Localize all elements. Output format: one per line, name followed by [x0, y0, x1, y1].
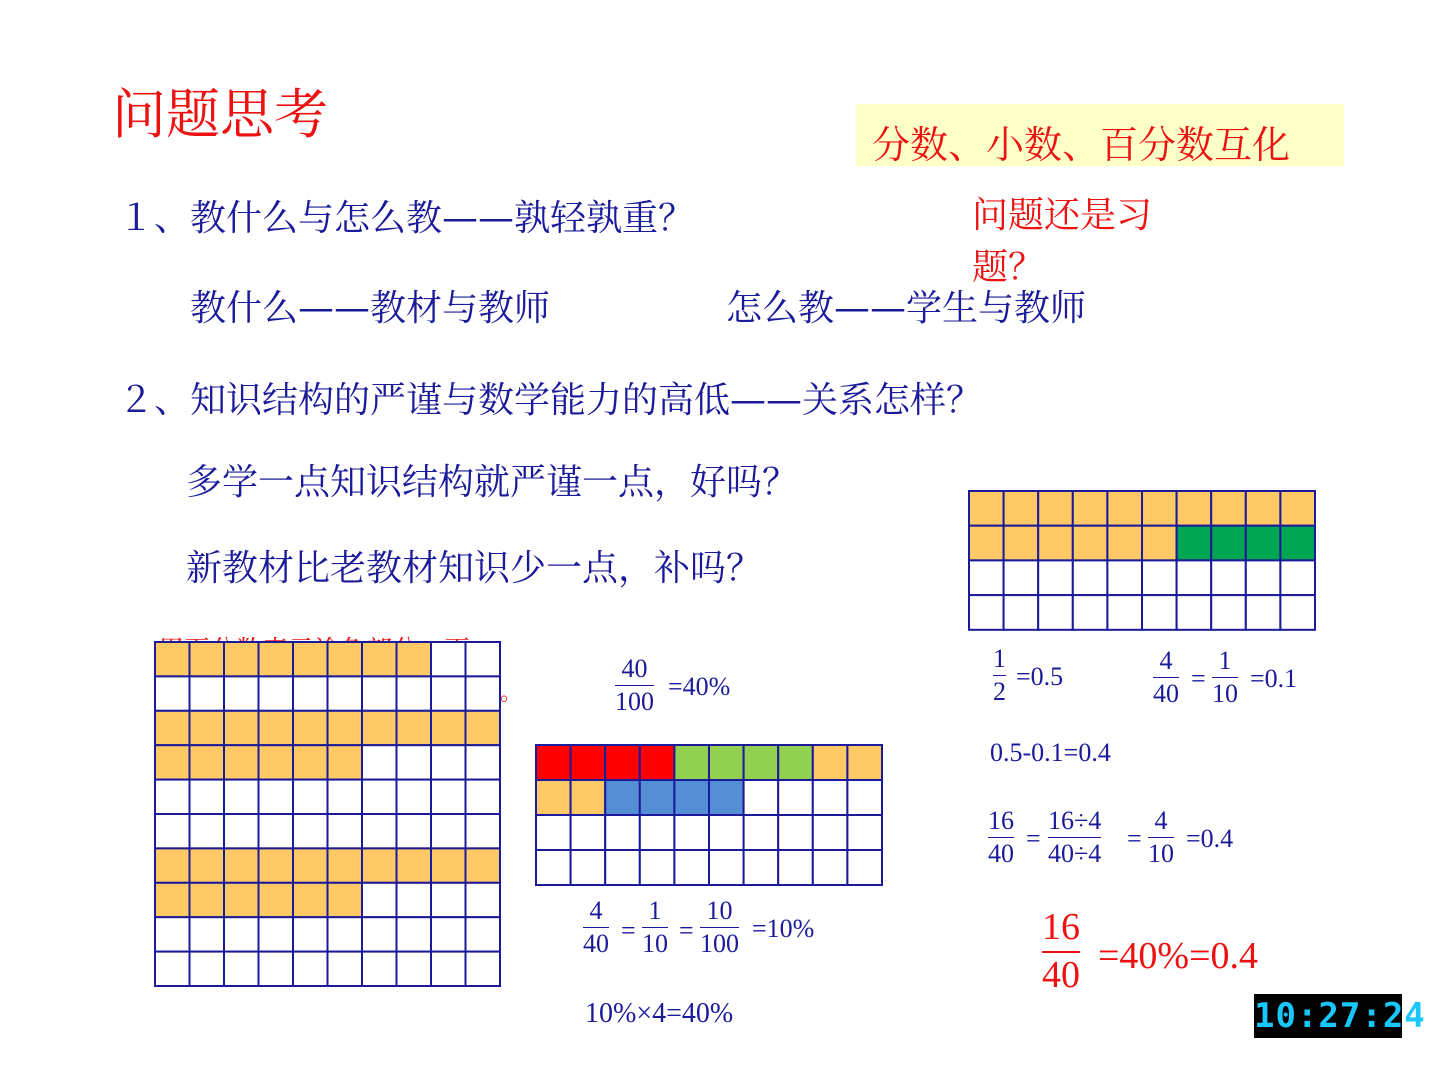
grid-cell: [536, 815, 571, 850]
grid-cell: [431, 883, 466, 917]
grid-cell-shaded: [813, 745, 848, 780]
grid-cell-shaded: [1246, 526, 1281, 561]
grid-cell: [1142, 560, 1177, 595]
grid-cell: [328, 676, 363, 710]
grid-cell: [466, 814, 501, 848]
grid-cell-shaded: [397, 711, 432, 745]
grid-cell: [397, 883, 432, 917]
grid-cell-shaded: [362, 642, 397, 676]
grid-cell: [431, 676, 466, 710]
hundred-grid: [154, 641, 501, 987]
forty-grid-middle: [535, 744, 883, 886]
grid-cell-shaded: [1073, 491, 1108, 526]
grid-cell: [190, 917, 225, 951]
grid-cell: [293, 780, 328, 814]
grid-cell-shaded: [466, 848, 501, 882]
question-1: １、教什么与怎么教——孰轻孰重？: [118, 198, 695, 239]
grid-cell: [259, 917, 294, 951]
question-2-point-b: 新教材比老教材知识少一点，补吗？: [186, 548, 763, 589]
grid-cell-shaded: [536, 745, 571, 780]
grid-cell: [362, 952, 397, 986]
grid-cell: [744, 850, 779, 885]
grid-cell: [744, 815, 779, 850]
grid-cell-shaded: [155, 745, 190, 779]
grid-cell-shaded: [190, 883, 225, 917]
grid-cell: [466, 917, 501, 951]
grid-cell: [362, 676, 397, 710]
grid-cell: [190, 780, 225, 814]
grid-cell-shaded: [1246, 491, 1281, 526]
grid-cell-shaded: [847, 745, 882, 780]
grid-cell-shaded: [155, 883, 190, 917]
grid-cell-shaded: [674, 780, 709, 815]
grid-cell-shaded: [397, 848, 432, 882]
grid-cell-shaded: [224, 848, 259, 882]
fraction-10-100: 10 100: [700, 896, 739, 958]
grid-cell-shaded: [362, 848, 397, 882]
grid-cell-shaded: [190, 848, 225, 882]
grid-cell: [813, 780, 848, 815]
grid-cell: [397, 814, 432, 848]
fraction-1-2: 1 2: [993, 644, 1006, 706]
grid-cell: [224, 780, 259, 814]
grid-cell-shaded: [155, 711, 190, 745]
grid-cell: [1004, 560, 1039, 595]
grid-cell-shaded: [571, 745, 606, 780]
grid-cell-shaded: [224, 711, 259, 745]
grid-cell-shaded: [640, 745, 675, 780]
equals-sign: =: [679, 916, 694, 945]
grid-cell-shaded: [1107, 491, 1142, 526]
grid-cell: [778, 850, 813, 885]
grid-cell-shaded: [259, 883, 294, 917]
equals-sign: =: [1127, 824, 1142, 853]
grid-cell-shaded: [1211, 526, 1246, 561]
grid-cell: [362, 883, 397, 917]
grid-cell: [1142, 595, 1177, 630]
grid-cell: [293, 676, 328, 710]
grid-cell: [847, 850, 882, 885]
grid-cell-shaded: [1142, 491, 1177, 526]
grid-cell: [224, 676, 259, 710]
grid-cell: [328, 952, 363, 986]
grid-cell: [536, 850, 571, 885]
grid-cell: [155, 952, 190, 986]
grid-cell: [640, 815, 675, 850]
grid-cell: [362, 745, 397, 779]
fraction-1-10: 1 10: [642, 896, 668, 958]
grid-cell-shaded: [293, 848, 328, 882]
grid-cell-shaded: [1004, 526, 1039, 561]
grid-cell: [466, 642, 501, 676]
equals-10-percent: =10%: [752, 914, 815, 943]
grid-cell-shaded: [1038, 491, 1073, 526]
grid-cell: [431, 917, 466, 951]
grid-cell-shaded: [571, 780, 606, 815]
grid-cell-shaded: [1280, 491, 1315, 526]
grid-cell-shaded: [744, 745, 779, 780]
grid-cell: [397, 745, 432, 779]
grid-cell: [224, 917, 259, 951]
grid-cell-shaded: [709, 780, 744, 815]
grid-cell: [328, 917, 363, 951]
grid-cell-shaded: [328, 711, 363, 745]
grid-cell: [293, 814, 328, 848]
grid-cell: [1073, 560, 1108, 595]
grid-cell-shaded: [155, 848, 190, 882]
times-equation: 10%×4=40%: [585, 998, 734, 1029]
grid-cell: [1177, 560, 1212, 595]
grid-cell: [571, 850, 606, 885]
grid-cell: [466, 780, 501, 814]
grid-cell: [293, 917, 328, 951]
grid-cell-shaded: [431, 848, 466, 882]
final-result: =40%=0.4: [1098, 935, 1259, 977]
grid-cell-shaded: [224, 745, 259, 779]
grid-cell: [431, 642, 466, 676]
grid-cell: [362, 814, 397, 848]
grid-cell-shaded: [362, 711, 397, 745]
grid-cell: [1107, 595, 1142, 630]
grid-cell: [1177, 595, 1212, 630]
slide-title: 问题思考: [112, 83, 328, 146]
grid-cell: [1038, 595, 1073, 630]
grid-cell-shaded: [1073, 526, 1108, 561]
equals-0-5: =0.5: [1016, 662, 1064, 691]
grid-cell: [397, 780, 432, 814]
grid-cell: [1280, 560, 1315, 595]
grid-cell: [224, 814, 259, 848]
grid-cell: [1211, 560, 1246, 595]
fraction-4-40: 4 40: [583, 896, 609, 958]
grid-cell-shaded: [640, 780, 675, 815]
grid-cell: [259, 676, 294, 710]
grid-cell: [362, 917, 397, 951]
grid-cell-shaded: [1177, 491, 1212, 526]
grid-cell: [466, 952, 501, 986]
grid-cell-shaded: [1211, 491, 1246, 526]
grid-cell: [1038, 560, 1073, 595]
grid-cell: [328, 780, 363, 814]
grid-cell: [571, 815, 606, 850]
grid-cell-shaded: [328, 745, 363, 779]
grid-cell-shaded: [259, 642, 294, 676]
equals-0-4: =0.4: [1186, 824, 1234, 853]
grid-cell: [969, 595, 1004, 630]
grid-cell: [778, 815, 813, 850]
grid-cell: [466, 883, 501, 917]
grid-cell: [709, 850, 744, 885]
forty-grid-right: [968, 490, 1316, 631]
grid-cell-shaded: [259, 848, 294, 882]
grid-cell-shaded: [1004, 491, 1039, 526]
grid-cell: [190, 676, 225, 710]
question-2: ２、知识结构的严谨与数学能力的高低——关系怎样？: [118, 380, 983, 421]
grid-cell: [155, 814, 190, 848]
grid-cell-shaded: [778, 745, 813, 780]
grid-cell-shaded: [259, 711, 294, 745]
grid-cell-shaded: [1107, 526, 1142, 561]
grid-cell: [466, 676, 501, 710]
grid-cell-shaded: [969, 491, 1004, 526]
grid-cell: [293, 952, 328, 986]
grid-cell-shaded: [969, 526, 1004, 561]
grid-cell: [778, 780, 813, 815]
task-instruction-end: 。: [500, 681, 523, 706]
grid-cell: [431, 814, 466, 848]
grid-cell-shaded: [224, 642, 259, 676]
grid-cell: [155, 917, 190, 951]
fraction-4-40-right: 4 40: [1153, 646, 1179, 708]
equals-0-1: =0.1: [1250, 664, 1298, 693]
grid-cell: [709, 815, 744, 850]
grid-cell-shaded: [259, 745, 294, 779]
subtraction-equation: 0.5-0.1=0.4: [990, 738, 1111, 767]
grid-cell-shaded: [1280, 526, 1315, 561]
grid-cell: [847, 780, 882, 815]
equals-sign: =: [1191, 664, 1206, 693]
grid-cell-shaded: [1177, 526, 1212, 561]
grid-cell: [744, 780, 779, 815]
grid-cell: [259, 952, 294, 986]
grid-cell-shaded: [1038, 526, 1073, 561]
final-fraction-16-40: 16 40: [1042, 906, 1080, 996]
grid-cell: [813, 815, 848, 850]
grid-cell-shaded: [190, 745, 225, 779]
question-2-point-a: 多学一点知识结构就严谨一点，好吗？: [186, 462, 799, 503]
grid-cell-shaded: [190, 642, 225, 676]
grid-cell: [155, 676, 190, 710]
grid-cell: [605, 815, 640, 850]
grid-cell-shaded: [224, 883, 259, 917]
grid-cell: [397, 676, 432, 710]
grid-cell: [1246, 595, 1281, 630]
grid-cell-shaded: [397, 642, 432, 676]
grid-cell-shaded: [293, 711, 328, 745]
question-1-note: 问题还是习题？: [972, 195, 1153, 288]
grid-cell-shaded: [155, 642, 190, 676]
grid-cell-shaded: [466, 711, 501, 745]
grid-cell: [1280, 595, 1315, 630]
equals-40-percent: =40%: [668, 672, 731, 701]
fraction-16-40: 16 40: [988, 806, 1014, 868]
grid-cell: [431, 952, 466, 986]
grid-cell-shaded: [293, 745, 328, 779]
grid-cell-shaded: [674, 745, 709, 780]
grid-cell: [397, 917, 432, 951]
grid-cell-shaded: [605, 780, 640, 815]
grid-cell: [847, 815, 882, 850]
grid-cell-shaded: [328, 848, 363, 882]
grid-cell: [1073, 595, 1108, 630]
equals-sign: =: [1026, 824, 1041, 853]
grid-cell: [1107, 560, 1142, 595]
grid-cell: [397, 952, 432, 986]
fraction-1-10-right: 1 10: [1212, 646, 1238, 708]
grid-cell: [605, 850, 640, 885]
grid-cell-shaded: [431, 711, 466, 745]
grid-cell-shaded: [328, 883, 363, 917]
grid-cell: [969, 560, 1004, 595]
grid-cell-shaded: [190, 711, 225, 745]
digital-clock: 10:27:24: [1254, 996, 1426, 1036]
equals-sign: =: [621, 916, 636, 945]
grid-cell-shaded: [293, 883, 328, 917]
grid-cell: [640, 850, 675, 885]
fraction-40-100: 40 100: [615, 654, 654, 716]
grid-cell-shaded: [328, 642, 363, 676]
grid-cell: [1004, 595, 1039, 630]
grid-cell: [674, 850, 709, 885]
grid-cell: [328, 814, 363, 848]
grid-cell-shaded: [293, 642, 328, 676]
grid-cell: [1246, 560, 1281, 595]
grid-cell: [362, 780, 397, 814]
question-1-point-a: 教什么——教材与教师: [190, 288, 551, 329]
fraction-divided: 16÷4 40÷4: [1048, 806, 1102, 868]
fraction-4-10: 4 10: [1148, 806, 1174, 868]
grid-cell: [674, 815, 709, 850]
grid-cell: [259, 780, 294, 814]
grid-cell: [190, 814, 225, 848]
grid-cell: [431, 745, 466, 779]
grid-cell: [466, 745, 501, 779]
grid-cell-shaded: [605, 745, 640, 780]
grid-cell: [190, 952, 225, 986]
grid-cell: [259, 814, 294, 848]
grid-cell: [813, 850, 848, 885]
grid-cell-shaded: [709, 745, 744, 780]
grid-cell: [155, 780, 190, 814]
topic-badge: [856, 104, 1344, 166]
grid-cell: [1211, 595, 1246, 630]
grid-cell-shaded: [536, 780, 571, 815]
grid-cell: [431, 780, 466, 814]
topic-badge-label: 分数、小数、百分数互化: [872, 123, 1291, 167]
question-1-point-b: 怎么教——学生与教师: [726, 288, 1087, 329]
grid-cell: [224, 952, 259, 986]
grid-cell-shaded: [1142, 526, 1177, 561]
